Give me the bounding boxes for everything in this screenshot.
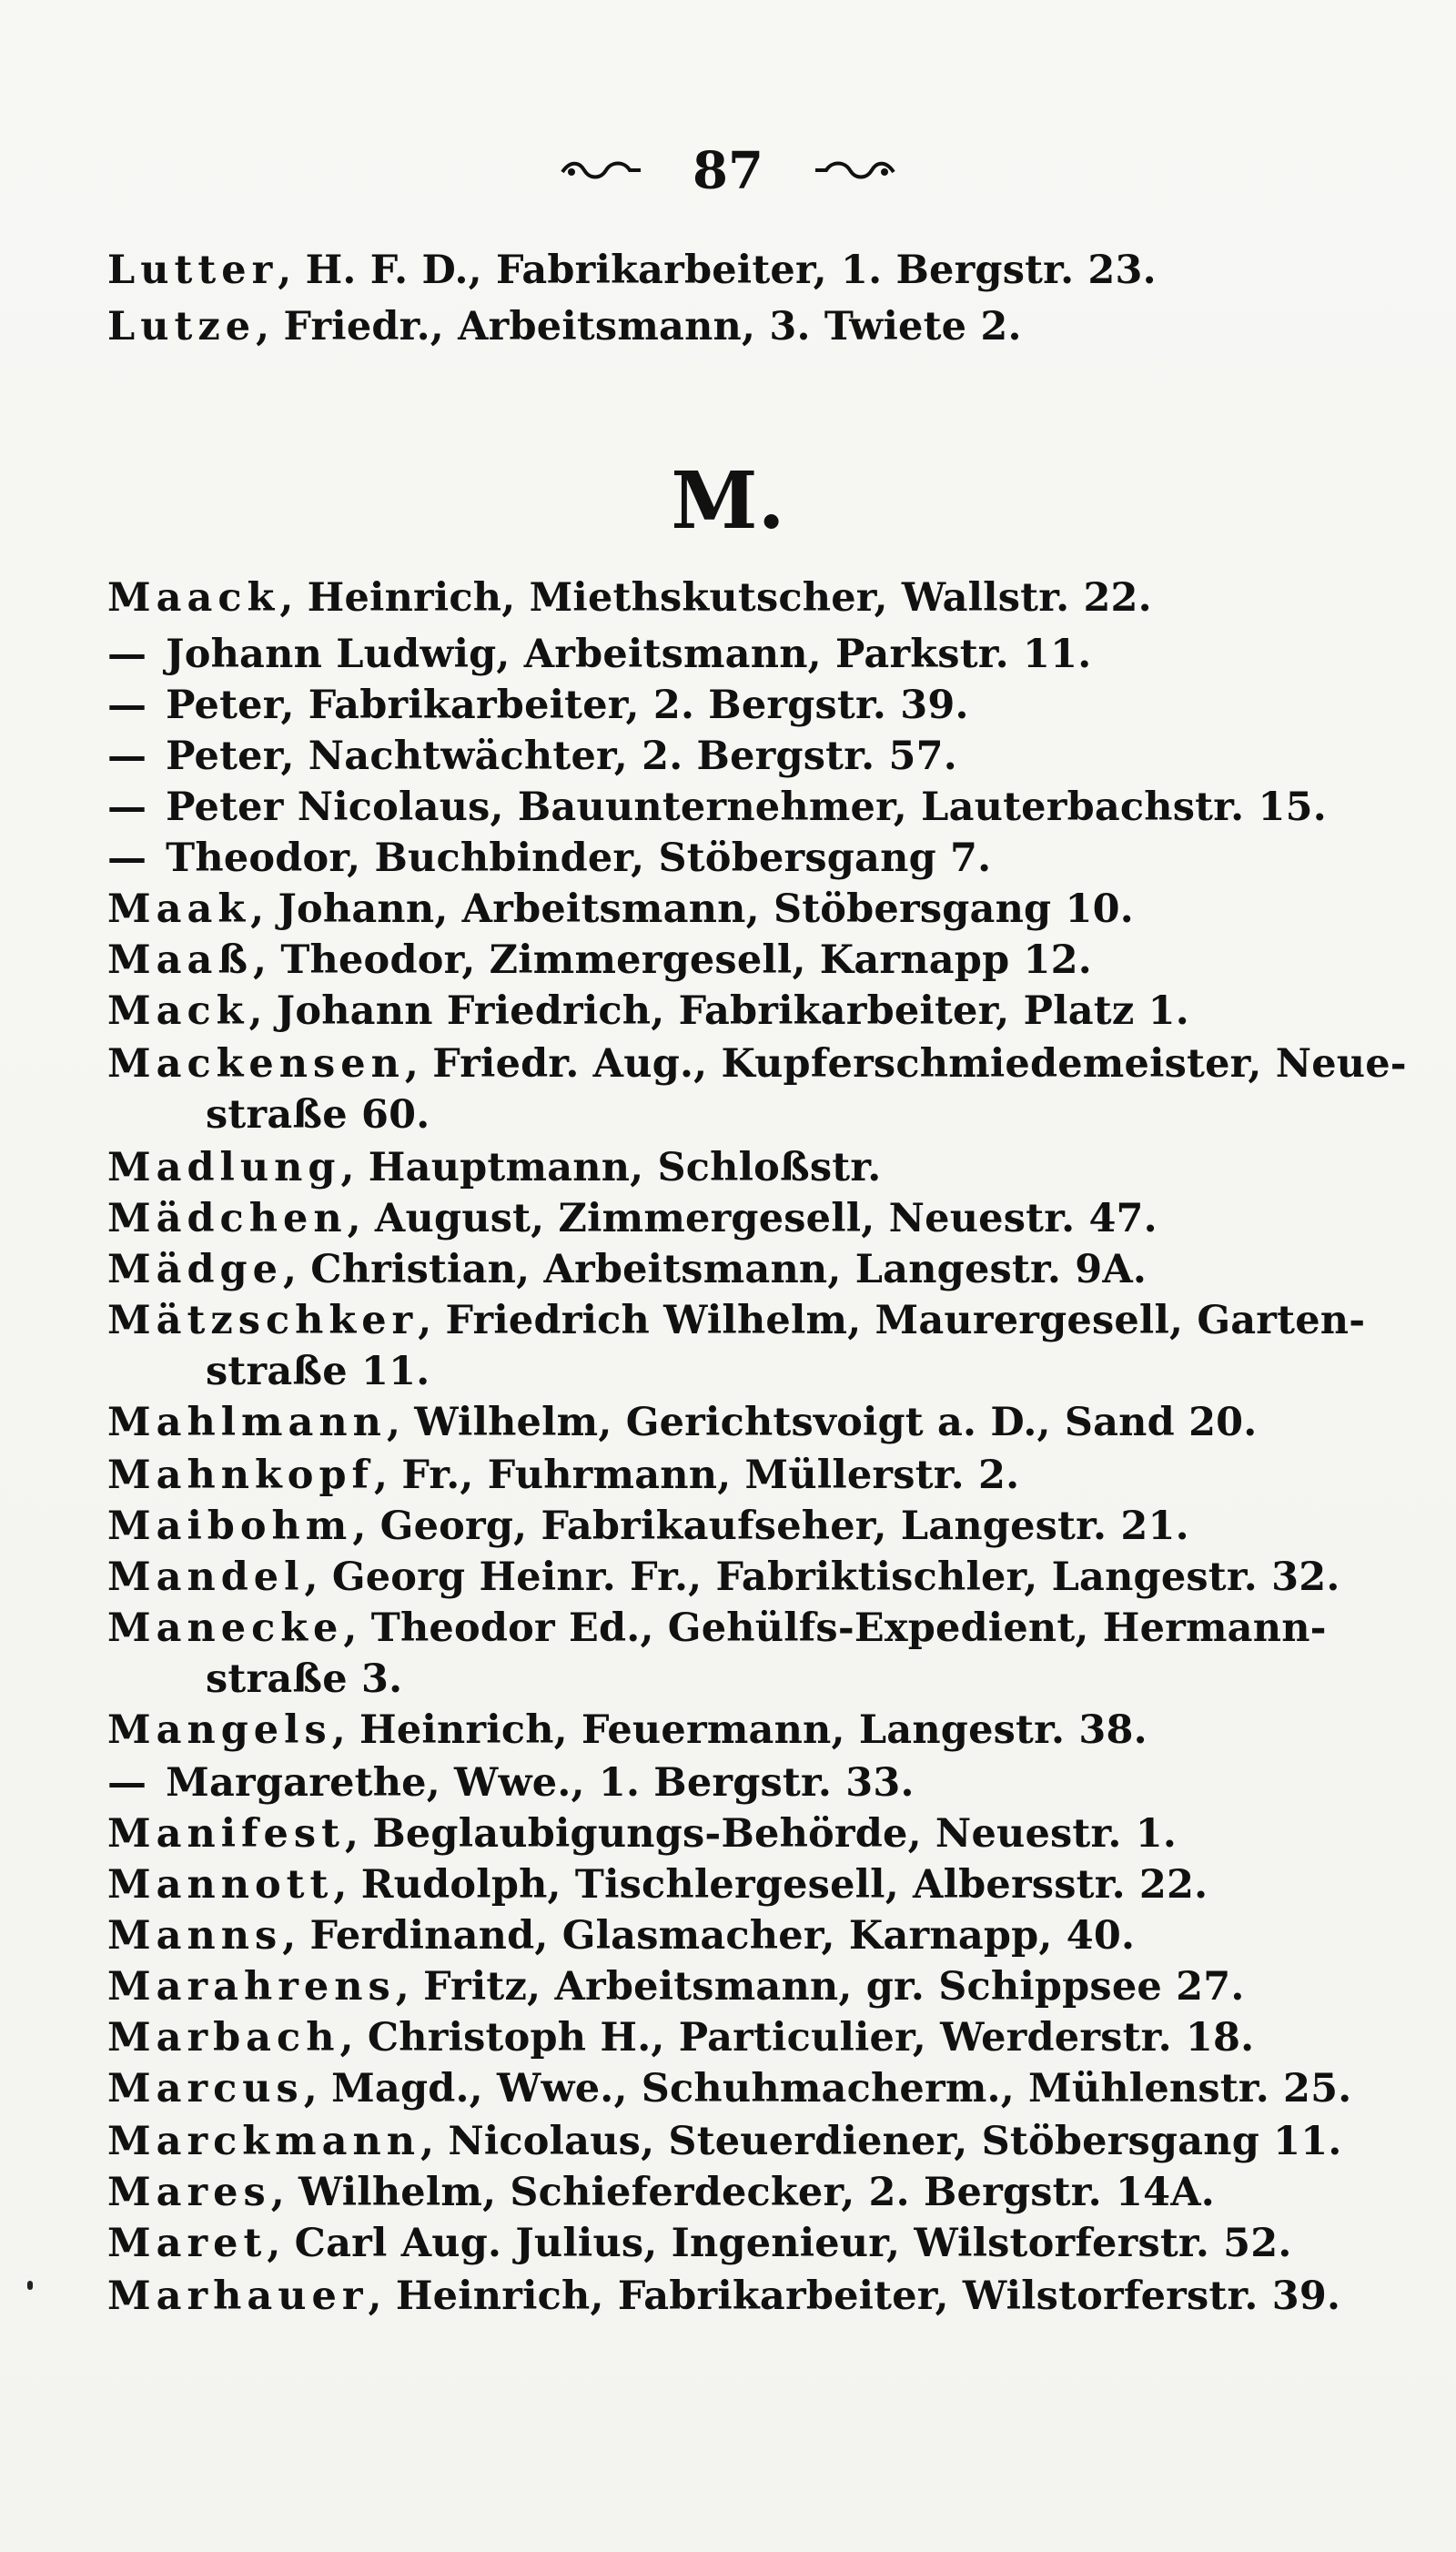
entry-details: , Johann, Arbeitsmann, Stöbersgang 10. [250,886,1134,932]
directory-entry [107,300,1292,353]
directory-entry [107,2011,1292,2064]
entry-details: , Heinrich, Miethskutscher, Wallstr. 22. [279,575,1152,621]
entry-surname: Maack [107,575,280,621]
entry-details: , Christoph H., Particulier, Werderstr. 18. [339,2015,1255,2061]
entry-details: , August, Zimmergesell, Neuestr. 47. [347,1196,1158,1241]
entry-details: , H. F. D., Fabrikarbeiter, 1. Bergstr. 23. [278,248,1157,293]
entry-details: , Wilhelm, Gerichtsvoigt a. D., Sand 20. [386,1400,1258,1445]
entry-details: , Fr., Fuhrmann, Müllerstr. 2. [374,1453,1020,1498]
entry-details: Theodor, Buchbinder, Stöbersgang 7. [152,835,992,881]
entry-surname: — [107,734,152,779]
directory-entry [107,1141,1292,1194]
directory-entry [206,1089,1292,1141]
entry-surname: Manifest [107,1811,345,1857]
entry-details: straße 11. [206,1349,430,1394]
directory-entry [107,628,1292,681]
directory-entry [107,934,1292,987]
entry-details: , Johann Friedrich, Fabrikarbeiter, Platz 1. [248,988,1189,1034]
directory-entry [107,1808,1292,1860]
directory-entry [107,1551,1340,1604]
entry-details: , Beglaubigungs-Behörde, Neuestr. 1. [344,1811,1178,1857]
directory-entry [107,1038,1407,1090]
directory-entry [107,730,1292,783]
directory-entry [107,1192,1292,1245]
directory-entry [107,832,1292,885]
entry-surname: — [107,1760,152,1806]
directory-entry [107,1909,1292,1962]
entry-surname: Mack [107,988,249,1034]
entry-details: straße 60. [206,1092,430,1138]
directory-entry [206,1345,1292,1398]
directory-entry [107,1602,1327,1655]
entry-surname: Mädchen [107,1196,348,1241]
directory-entry [107,2217,1292,2270]
entry-surname: Mackensen [107,1041,405,1087]
directory-entry [107,1500,1292,1553]
entry-details: Peter, Nachtwächter, 2. Bergstr. 57. [152,734,957,779]
page-header [0,137,1456,200]
entry-details: , Friedr., Arbeitsmann, 3. Twiete 2. [256,304,1022,349]
entry-details: , Friedrich Wilhelm, Maurergesell, Garten- [418,1298,1366,1343]
entry-surname: Maret [107,2221,268,2266]
directory-entry [107,1396,1292,1449]
entry-surname: Marckmann [107,2119,420,2164]
entry-surname: Madlung [107,1145,341,1190]
entry-surname: Manecke [107,1605,344,1651]
directory-entry [107,2166,1292,2219]
entry-surname: — [107,785,152,830]
directory-entry [107,985,1292,1038]
entry-surname: Mahnkopf [107,1453,375,1498]
entry-details: , Heinrich, Feuermann, Langestr. 38. [331,1707,1148,1753]
entry-details: , Nicolaus, Steuerdiener, Stöbersgang 11. [420,2119,1342,2164]
directory-entry [107,572,1292,624]
entry-surname: Lutze [107,304,257,349]
entry-surname: Mahlmann [107,1400,387,1445]
entry-surname: Lutter [107,248,278,293]
entry-surname: Maibohm [107,1504,353,1549]
entry-surname: Marcus [107,2066,304,2111]
print-speck [27,2281,33,2290]
entry-details: , Hauptmann, Schloßstr. [340,1145,882,1190]
entry-surname: — [107,683,152,728]
directory-entry [107,1858,1292,1911]
directory-entry [107,1757,1292,1809]
entry-details: Peter, Fabrikarbeiter, 2. Bergstr. 39. [152,683,969,728]
entry-details: Johann Ludwig, Arbeitsmann, Parkstr. 11. [152,632,1092,677]
entry-surname: Maak [107,886,251,932]
directory-entry [107,1960,1292,2013]
entry-surname: Marahrens [107,1964,396,2010]
directory-entry [107,679,1292,732]
entry-surname: Mätzschker [107,1298,419,1343]
directory-entry [107,244,1292,297]
entry-details: , Fritz, Arbeitsmann, gr. Schippsee 27. [395,1964,1245,2010]
ornament-left-icon [561,157,642,183]
entry-details: , Friedr. Aug., Kupferschmiedemeister, Neue- [404,1041,1407,1087]
entry-surname: Mandel [107,1554,305,1600]
entry-details: , Rudolph, Tischlergesell, Albersstr. 22. [333,1862,1208,1908]
directory-entry [107,1449,1292,1502]
entry-details: , Wilhelm, Schieferdecker, 2. Bergstr. 14A. [270,2170,1215,2215]
entry-details: Peter Nicolaus, Bauunternehmer, Lauterbachstr. 15. [152,785,1327,830]
entry-surname: Mannott [107,1862,334,1908]
entry-details: Margarethe, Wwe., 1. Bergstr. 33. [152,1760,915,1806]
ornament-right-icon [814,157,895,183]
entry-surname: Marbach [107,2015,340,2061]
directory-entry [107,883,1292,936]
entry-surname: Mädge [107,1247,283,1292]
entry-surname: — [107,835,152,881]
entry-surname: Maaß [107,937,253,983]
entry-surname: Mares [107,2170,271,2215]
entry-details: straße 3. [206,1656,403,1702]
entry-surname: — [107,632,152,677]
entry-details: , Theodor Ed., Gehülfs-Expedient, Hermann- [343,1605,1327,1651]
directory-entry [107,1294,1366,1347]
entry-details: , Magd., Wwe., Schuhmacherm., Mühlenstr. 25. [303,2066,1352,2111]
entry-details: , Carl Aug. Julius, Ingenieur, Wilstorferstr. 52. [267,2221,1292,2266]
directory-entry [206,1653,1292,1706]
entry-details: , Georg, Fabrikaufseher, Langestr. 21. [352,1504,1189,1549]
entry-surname: Manns [107,1913,283,1959]
directory-entry [107,1243,1292,1296]
page-number: 87 [693,140,763,201]
directory-entry [107,2270,1341,2323]
section-letter: M. [671,455,785,547]
entry-surname: Mangels [107,1707,332,1753]
entry-details: , Heinrich, Fabrikarbeiter, Wilstorferstr. 39. [368,2274,1341,2319]
directory-entry [107,1704,1292,1757]
directory-entry [107,2062,1352,2115]
entry-details: , Georg Heinr. Fr., Fabriktischler, Langestr. 32. [304,1554,1340,1600]
entry-details: , Christian, Arbeitsmann, Langestr. 9A. [282,1247,1148,1292]
directory-entry [107,2115,1342,2168]
entry-details: , Ferdinand, Glasmacher, Karnapp, 40. [282,1913,1136,1959]
directory-entry [107,781,1327,834]
entry-details: , Theodor, Zimmergesell, Karnapp 12. [253,937,1092,983]
entry-surname: Marhauer [107,2274,369,2319]
